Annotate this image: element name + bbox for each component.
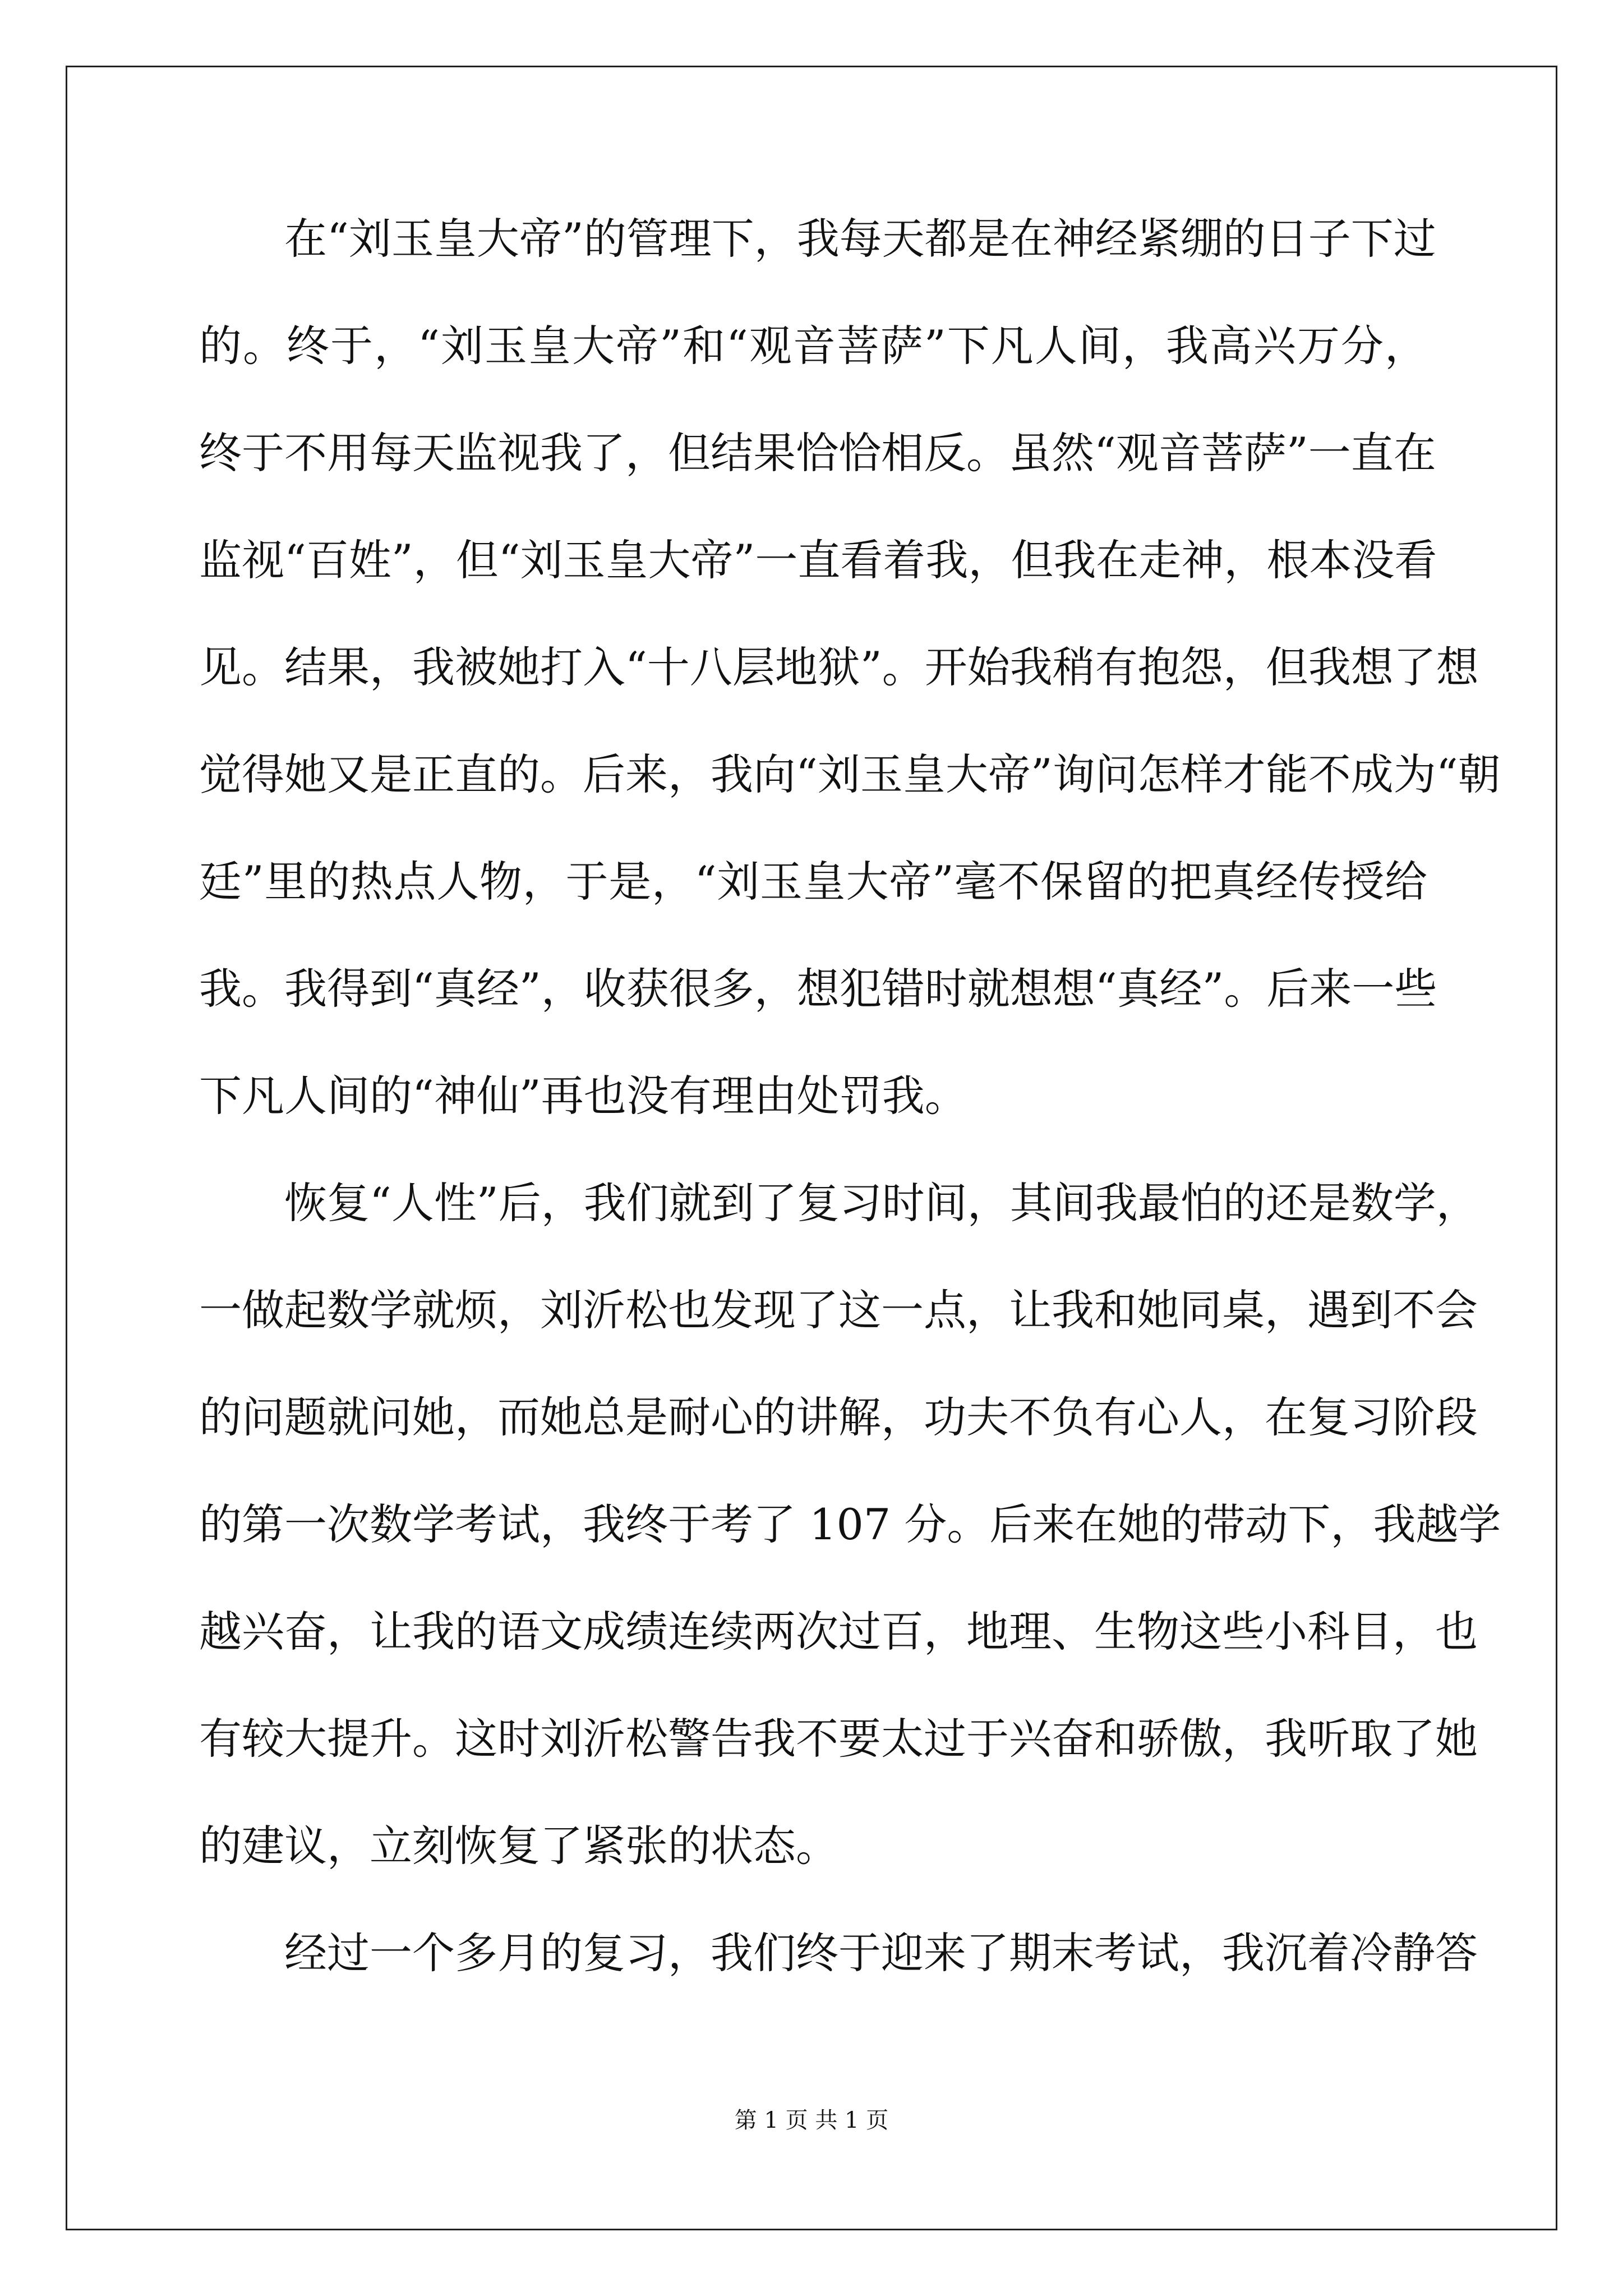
text-line: 一做起数学就烦，刘沂松也发现了这一点，让我和她同桌，遇到不会 (199, 1285, 1478, 1335)
text-line: 监视“百姓”，但“刘玉皇大帝”一直看着我，但我在走神，根本没看 (199, 535, 1437, 585)
text-line: 的。终于，“刘玉皇大帝”和“观音菩萨”下凡人间，我高兴万分， (199, 321, 1427, 371)
text-line: 觉得她又是正直的。后来，我向“刘玉皇大帝”询问怎样才能不成为“朝 (199, 749, 1501, 799)
text-line: 的问题就问她，而她总是耐心的讲解，功夫不负有心人，在复习阶段 (199, 1392, 1478, 1442)
text-line: 越兴奋，让我的语文成绩连续两次过百，地理、生物这些小科目，也 (199, 1607, 1478, 1657)
text-line: 的建议，立刻恢复了紧张的状态。 (199, 1821, 838, 1871)
text-line: 终于不用每天监视我了，但结果恰恰相反。虽然“观音菩萨”一直在 (199, 428, 1436, 478)
text-line: 恢复“人性”后，我们就到了复习时间，其间我最怕的还是数学， (284, 1178, 1479, 1228)
text-line: 见。结果，我被她打入“十八层地狱”。开始我稍有抱怨，但我想了想 (199, 642, 1479, 692)
text-line: 廷”里的热点人物，于是，“刘玉皇大帝”毫不保留的把真经传授给 (199, 857, 1427, 907)
document-body (199, 185, 1501, 2007)
text-line: 下凡人间的“神仙”再也没有理由处罚我。 (199, 1071, 967, 1121)
page-number-footer: 第 1 页 共 1 页 (734, 2108, 889, 2133)
text-line: 经过一个多月的复习，我们终于迎来了期末考试，我沉着冷静答 (284, 1928, 1478, 1978)
text-line: 我。我得到“真经”，收获很多，想犯错时就想想“真经”。后来一些 (199, 964, 1437, 1014)
text-line: 在“刘玉皇大帝”的管理下，我每天都是在神经紧绷的日子下过 (284, 214, 1436, 264)
text-line: 的第一次数学考试，我终于考了 107 分。后来在她的带动下，我越学 (199, 1499, 1501, 1549)
text-line: 有较大提升。这时刘沂松警告我不要太过于兴奋和骄傲，我听取了她 (199, 1714, 1478, 1764)
